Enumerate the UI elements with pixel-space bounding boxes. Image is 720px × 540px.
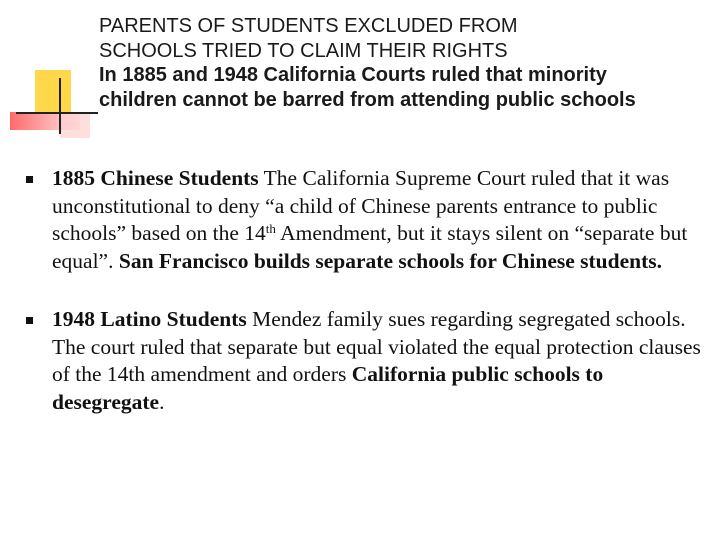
bullet-text: The California Supreme Court ruled that it was unconstitutional to deny “a child of Chinese parents entrance to public schools” based on the 14 bbox=[52, 166, 670, 245]
bullet-text-end: . bbox=[159, 389, 165, 414]
vertical-line-decoration bbox=[59, 78, 61, 134]
bullet-bold-conclusion: San Francisco builds separate schools for Chinese students. bbox=[118, 248, 662, 273]
title-line-2: SCHOOLS TRIED TO CLAIM THEIR RIGHTS bbox=[99, 39, 508, 62]
bullet-heading: 1948 Latino Students bbox=[52, 307, 247, 331]
corner-decoration bbox=[0, 0, 100, 140]
bullet-list bbox=[26, 165, 716, 416]
yellow-square-decoration bbox=[35, 70, 71, 118]
subtitle-line-2: children cannot be barred from attending public schools bbox=[99, 88, 636, 111]
subtitle-line-1: In 1885 and 1948 California Courts ruled that minority bbox=[99, 64, 607, 86]
bullet-text: Mendez family sues regarding segregated schools. The court ruled that separate but equal violated the equal protection clauses of the 14th amendment and orders bbox=[52, 307, 701, 386]
title-line-1: PARENTS OF STUDENTS EXCLUDED FROM bbox=[99, 15, 518, 37]
bullet-text-continued: Amendment, but it stays silent on “separate but equal”. bbox=[52, 221, 688, 273]
pink-square-decoration bbox=[60, 112, 90, 138]
bullet-square-icon bbox=[26, 317, 33, 324]
horizontal-line-decoration bbox=[16, 112, 98, 114]
bullet-heading: 1885 Chinese Students bbox=[52, 166, 259, 190]
bullet-item-1948 bbox=[26, 306, 716, 416]
bullet-item-1885 bbox=[26, 165, 716, 275]
bullet-bold-conclusion: California public schools to desegregate bbox=[52, 362, 604, 414]
ordinal-suffix: th bbox=[265, 221, 276, 236]
slide-title bbox=[99, 14, 709, 112]
bullet-square-icon bbox=[26, 176, 33, 183]
